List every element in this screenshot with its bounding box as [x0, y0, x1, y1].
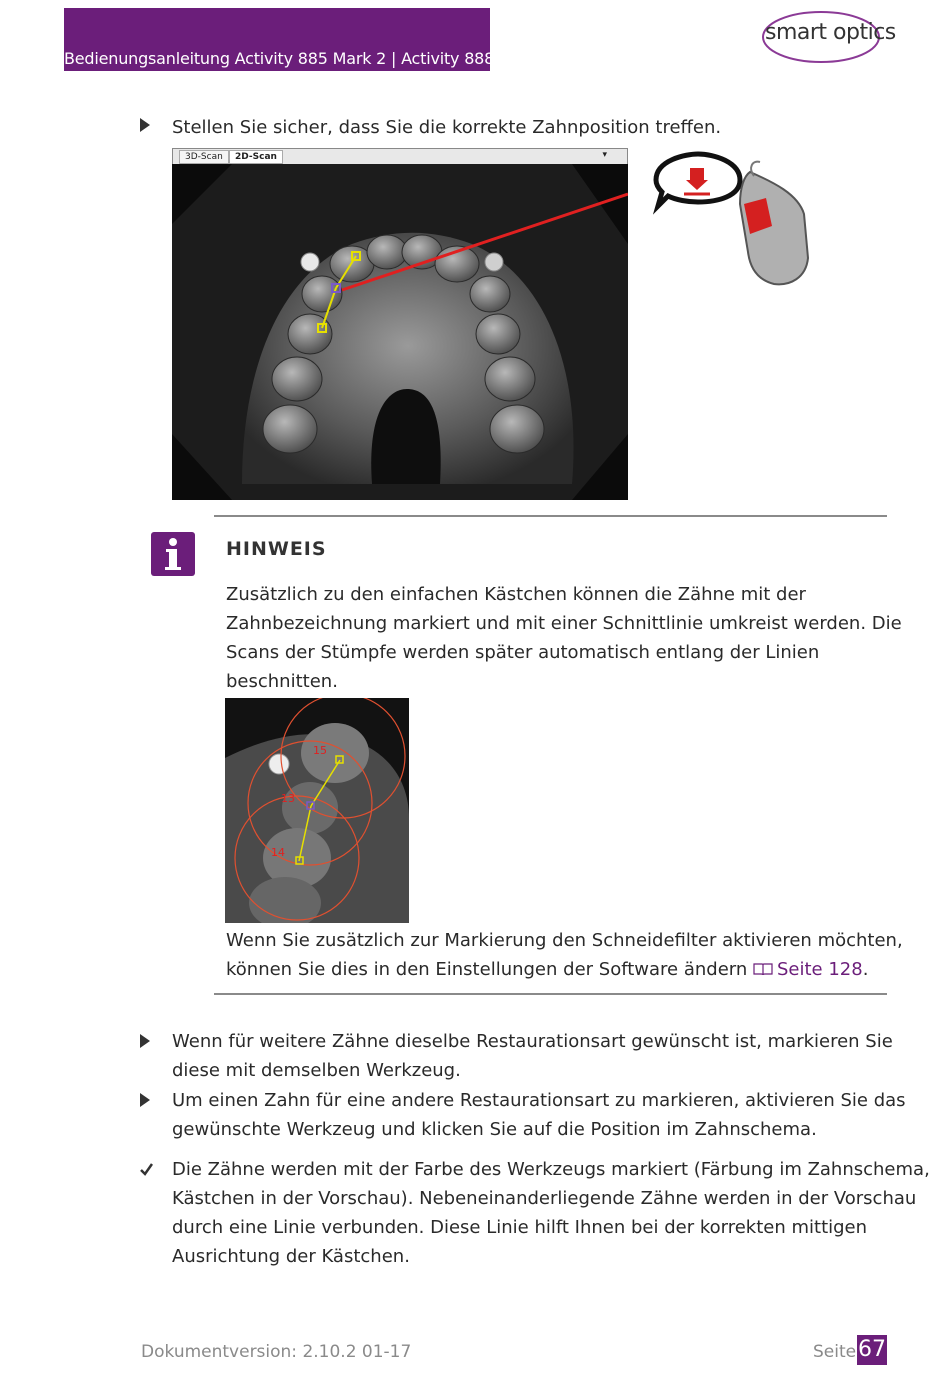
triangle-bullet-icon: [140, 118, 150, 132]
tab-3d-scan[interactable]: 3D-Scan: [179, 150, 229, 164]
document-version: Dokumentversion: 2.10.2 01-17: [141, 1342, 412, 1362]
info-icon: [151, 532, 195, 576]
result-line: Ausrichtung der Kästchen.: [172, 1246, 410, 1267]
page-label: Seite: [813, 1342, 857, 1362]
result-text: [172, 1155, 930, 1271]
note-line: beschnitten.: [226, 671, 338, 692]
note-body: [226, 580, 902, 696]
scan-tabbar: [172, 148, 628, 165]
tooth-label: 15: [313, 744, 327, 757]
smart-optics-logo: [755, 6, 895, 70]
note-top-rule: [214, 515, 887, 517]
step-text: Stellen Sie sicher, dass Sie die korrekte Zahnposition treffen.: [172, 117, 722, 138]
checkmark-icon: [140, 1162, 153, 1176]
tooth-marking-detail: [225, 698, 409, 923]
page-number: 67: [857, 1335, 887, 1365]
logo-text: smart optics: [765, 20, 896, 45]
triangle-bullet-icon: [140, 1093, 150, 1107]
scan-screenshot: [172, 148, 628, 500]
tab-dropdown-icon[interactable]: ▾: [602, 150, 607, 160]
step-text: [172, 1086, 906, 1144]
note-line: Zahnbezeichnung markiert und mit einer Schnittlinie umkreist werden. Die: [226, 613, 902, 634]
note-line: Scans der Stümpfe werden später automatisch entlang der Linien: [226, 642, 820, 663]
note-after-text: [226, 926, 903, 984]
page-reference-text[interactable]: Seite 128: [777, 959, 863, 980]
result-line: Kästchen in der Vorschau). Nebeneinanderliegende Zähne werden in der Vorschau: [172, 1188, 917, 1209]
page-reference-link[interactable]: [753, 959, 863, 980]
info-glyph-icon: [151, 532, 195, 576]
scan-preview: [172, 164, 628, 500]
step-line: Um einen Zahn für eine andere Restaurationsart zu markieren, aktivieren Sie das: [172, 1090, 906, 1111]
step-line: Wenn für weitere Zähne dieselbe Restaurationsart gewünscht ist, markieren Sie: [172, 1031, 893, 1052]
book-icon: [753, 962, 773, 976]
result-line: Die Zähne werden mit der Farbe des Werkzeugs markiert (Färbung im Zahnschema,: [172, 1159, 930, 1180]
note-bottom-rule: [214, 993, 887, 995]
tooth-marking-detail-image: [225, 698, 409, 923]
step-line: diese mit demselben Werkzeug.: [172, 1060, 461, 1081]
note-line: Zusätzlich zu den einfachen Kästchen können die Zähne mit der: [226, 584, 806, 605]
step-line: gewünschte Werkzeug und klicken Sie auf die Position im Zahnschema.: [172, 1119, 817, 1140]
tooth-label: 13: [281, 792, 295, 805]
ref-suffix: .: [862, 959, 869, 980]
note-line: Wenn Sie zusätzlich zur Markierung den Schneidefilter aktivieren möchten,: [226, 930, 903, 951]
tab-2d-scan[interactable]: 2D-Scan: [229, 150, 283, 164]
note-line: können Sie dies in den Einstellungen der Software ändern: [226, 959, 748, 980]
triangle-bullet-icon: [140, 1034, 150, 1048]
mouse-icon: [648, 148, 823, 288]
note-title: HINWEIS: [226, 538, 327, 560]
dental-model-image: [172, 164, 628, 500]
result-line: durch eine Linie verbunden. Diese Linie hilft Ihnen bei der korrekten mittigen: [172, 1217, 868, 1238]
step-text: [172, 1027, 893, 1085]
note-line-with-ref: [226, 955, 903, 984]
tooth-label: 14: [271, 846, 285, 859]
mouse-callout: [648, 148, 823, 288]
document-title: Bedienungsanleitung Activity 885 Mark 2 | Activity 888: [64, 49, 495, 68]
